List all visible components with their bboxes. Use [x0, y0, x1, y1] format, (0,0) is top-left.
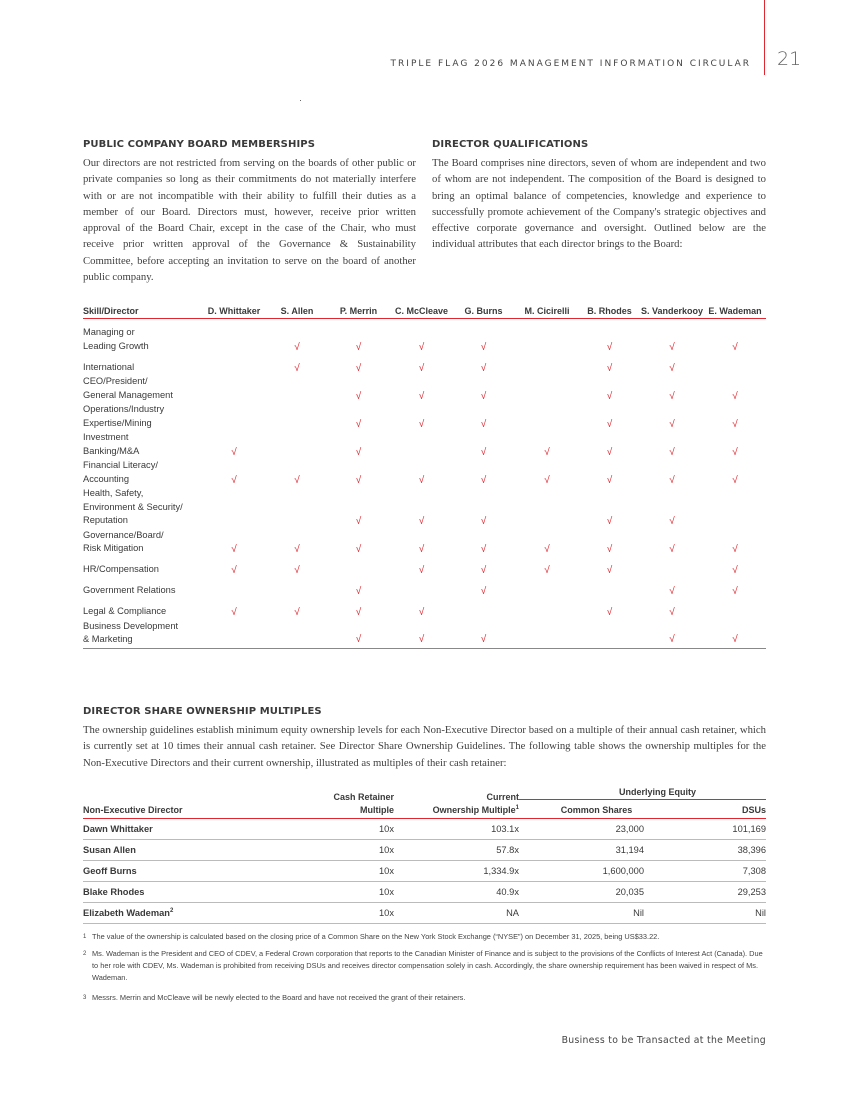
skill-cell — [200, 487, 268, 529]
skill-cell — [579, 431, 640, 459]
check-mark-icon: √ — [355, 586, 362, 597]
skill-cell — [452, 375, 515, 403]
skill-cell — [704, 529, 766, 557]
skill-cell — [640, 375, 704, 403]
share-ownership-heading: DIRECTOR SHARE OWNERSHIP MULTIPLES — [83, 706, 322, 717]
skill-cell — [200, 431, 268, 459]
skill-cell — [268, 487, 326, 529]
skill-cell — [640, 319, 704, 355]
check-mark-icon: √ — [544, 446, 550, 458]
skill-cell — [704, 319, 766, 355]
check-mark-icon: √ — [231, 446, 237, 458]
skill-cell — [515, 319, 579, 355]
check-mark-icon: √ — [294, 341, 300, 353]
skill-name: HR/Compensation — [83, 564, 159, 574]
skill-cell — [452, 557, 515, 578]
check-mark-icon: √ — [732, 418, 738, 430]
director-column-header: E. Wademan — [704, 303, 766, 319]
skill-cell — [515, 459, 579, 487]
skill-row — [83, 529, 766, 557]
check-mark-icon: √ — [544, 565, 550, 576]
skill-cell — [515, 599, 579, 620]
skill-cell — [579, 354, 640, 375]
check-mark-icon: √ — [231, 544, 237, 555]
check-mark-icon: √ — [418, 607, 425, 618]
skill-cell — [452, 459, 515, 487]
check-mark-icon: √ — [294, 474, 300, 486]
common-shares-cell: 23,000 — [519, 819, 644, 840]
skill-cell — [391, 319, 452, 355]
ownership-row — [83, 882, 766, 903]
skill-cell — [326, 599, 391, 620]
skill-cell — [200, 375, 268, 403]
col-dsus: DSUs — [644, 800, 766, 819]
ownership-multiples-table — [83, 786, 766, 924]
director-column-header: M. Cicirelli — [515, 303, 579, 319]
skill-cell — [391, 620, 452, 649]
footnote-3 — [83, 992, 768, 1004]
skills-matrix-corner-label: Skill/Director — [83, 303, 200, 319]
skill-cell — [640, 599, 704, 620]
skill-cell — [704, 403, 766, 431]
footnote-2 — [83, 948, 768, 984]
skill-cell — [326, 620, 391, 649]
skill-cell — [704, 620, 766, 649]
footnote-1-text: The value of the ownership is calculated based on the closing price of a Common Share on the New York Stock Exchange (“NYSE”) on December 31, 2025, being US$33.22. — [92, 932, 660, 941]
cash-retainer-multiple-cell: 10x — [283, 819, 394, 840]
check-mark-icon: √ — [606, 474, 613, 486]
check-mark-icon: √ — [669, 418, 675, 430]
check-mark-icon: √ — [480, 341, 487, 353]
skill-cell — [515, 620, 579, 649]
cash-retainer-multiple-cell: 10x — [283, 882, 394, 903]
footnote-1 — [83, 931, 768, 943]
cash-retainer-multiple-cell: 10x — [283, 903, 394, 924]
header-title: TRIPLE FLAG 2026 MANAGEMENT INFORMATION CIRCULAR — [390, 59, 751, 69]
skill-cell — [452, 487, 515, 529]
check-mark-icon: √ — [544, 544, 550, 555]
skill-cell — [200, 620, 268, 649]
skill-cell — [515, 403, 579, 431]
col-current-line1: Current — [486, 792, 519, 802]
check-mark-icon: √ — [418, 341, 425, 353]
skill-cell — [391, 459, 452, 487]
skill-cell — [391, 529, 452, 557]
ownership-table-body — [83, 819, 766, 924]
check-mark-icon: √ — [480, 516, 487, 527]
check-mark-icon: √ — [480, 474, 487, 486]
check-mark-icon: √ — [294, 544, 300, 555]
skill-cell — [515, 578, 579, 599]
check-mark-icon: √ — [606, 362, 613, 374]
skill-cell — [452, 431, 515, 459]
check-mark-icon: √ — [355, 474, 362, 486]
check-mark-icon: √ — [669, 634, 675, 645]
check-mark-icon: √ — [231, 607, 237, 618]
skill-cell — [391, 403, 452, 431]
skill-row — [83, 599, 766, 620]
check-mark-icon: √ — [294, 607, 300, 618]
footnote-2-text: Ms. Wademan is the President and CEO of CDEV, a Federal Crown corporation that reports to the Canadian Minister of Finance and is subject to the provisions of the Conflicts of Interest Act (Canada). Due to her role with CDEV, Ms. Wademan is prohibited from receiving DSUs and receives director compensation solely in cash. Accordingly, the share ownership requirement has been waived in respect of Ms. Wademan. — [92, 949, 763, 982]
check-mark-icon: √ — [480, 544, 487, 555]
skill-row — [83, 459, 766, 487]
current-ownership-multiple-cell: NA — [394, 903, 519, 924]
check-mark-icon: √ — [606, 341, 613, 353]
skill-name: Business Development & Marketing — [83, 620, 200, 649]
skill-row — [83, 557, 766, 578]
skill-cell — [704, 557, 766, 578]
common-shares-cell: 1,600,000 — [519, 861, 644, 882]
skill-cell — [200, 529, 268, 557]
director-name-cell — [83, 882, 283, 903]
skills-matrix-body — [83, 319, 766, 649]
director-name-cell — [83, 861, 283, 882]
skill-cell — [326, 529, 391, 557]
skill-cell — [579, 599, 640, 620]
page-footer: Business to be Transacted at the Meeting — [561, 1035, 766, 1046]
skill-cell — [515, 557, 579, 578]
check-mark-icon: √ — [294, 362, 300, 374]
director-column-header: D. Whittaker — [200, 303, 268, 319]
skill-cell — [268, 529, 326, 557]
skill-cell — [268, 557, 326, 578]
skill-cell — [200, 459, 268, 487]
col-common-shares: Common Shares — [519, 800, 644, 819]
common-shares-cell: 31,194 — [519, 840, 644, 861]
check-mark-icon: √ — [418, 634, 425, 645]
skill-cell — [200, 578, 268, 599]
col-director: Non-Executive Director — [83, 786, 283, 819]
director-name-cell — [83, 819, 283, 840]
check-mark-icon: √ — [418, 474, 425, 486]
director-column-header: S. Allen — [268, 303, 326, 319]
skill-cell — [391, 487, 452, 529]
check-mark-icon: √ — [480, 586, 487, 597]
skill-cell — [200, 599, 268, 620]
check-mark-icon: √ — [669, 586, 675, 597]
skill-cell — [268, 354, 326, 375]
check-mark-icon: √ — [418, 544, 425, 555]
director-name-cell — [83, 840, 283, 861]
skill-cell — [704, 599, 766, 620]
check-mark-icon: √ — [294, 565, 300, 576]
skill-cell — [640, 529, 704, 557]
skill-cell — [579, 578, 640, 599]
director-qualifications-heading: DIRECTOR QUALIFICATIONS — [432, 139, 589, 150]
check-mark-icon: √ — [480, 362, 487, 374]
skill-cell — [268, 459, 326, 487]
skill-cell — [268, 403, 326, 431]
skill-name: CEO/President/ General Management — [83, 376, 173, 400]
public-boards-heading: PUBLIC COMPANY BOARD MEMBERSHIPS — [83, 139, 316, 150]
skill-cell — [452, 319, 515, 355]
check-mark-icon: √ — [732, 390, 738, 402]
stray-dot — [300, 100, 301, 101]
common-shares-cell: 20,035 — [519, 882, 644, 903]
skill-name: Governance/Board/ Risk Mitigation — [83, 529, 164, 553]
skill-cell — [579, 319, 640, 355]
check-mark-icon: √ — [669, 544, 675, 555]
skill-cell — [200, 557, 268, 578]
check-mark-icon: √ — [669, 390, 675, 402]
dsus-cell: Nil — [644, 903, 766, 924]
skill-cell — [515, 431, 579, 459]
check-mark-icon: √ — [732, 544, 738, 555]
skill-cell — [326, 459, 391, 487]
skill-name: Managing or Leading Growth — [83, 327, 149, 351]
ownership-row — [83, 861, 766, 882]
skill-cell — [640, 487, 704, 529]
check-mark-icon: √ — [231, 565, 237, 576]
skill-cell — [268, 431, 326, 459]
dsus-cell: 101,169 — [644, 819, 766, 840]
check-mark-icon: √ — [732, 634, 738, 645]
director-name: Susan Allen — [83, 845, 136, 855]
col-cash-retainer-multiple — [283, 786, 394, 819]
skill-cell — [515, 375, 579, 403]
skill-cell — [640, 403, 704, 431]
current-ownership-multiple-cell: 40.9x — [394, 882, 519, 903]
skill-cell — [515, 354, 579, 375]
skill-name: Health, Safety, Environment & Security/ Reputation — [83, 488, 183, 525]
skill-cell — [704, 431, 766, 459]
skill-cell — [579, 487, 640, 529]
col-current-line2: Ownership Multiple — [432, 805, 516, 815]
ownership-header-row-top — [83, 786, 766, 800]
skill-cell — [452, 620, 515, 649]
skill-cell — [704, 487, 766, 529]
current-ownership-multiple-cell: 57.8x — [394, 840, 519, 861]
skill-cell — [268, 620, 326, 649]
director-name: Dawn Whittaker — [83, 824, 153, 834]
check-mark-icon: √ — [418, 390, 425, 402]
check-mark-icon: √ — [418, 516, 425, 527]
director-column-header: B. Rhodes — [579, 303, 640, 319]
skill-cell — [200, 354, 268, 375]
dsus-cell: 7,308 — [644, 861, 766, 882]
check-mark-icon: √ — [606, 418, 613, 430]
ownership-row — [83, 903, 766, 924]
check-mark-icon: √ — [606, 390, 613, 402]
skill-cell — [640, 557, 704, 578]
skill-cell — [268, 375, 326, 403]
skill-cell — [452, 354, 515, 375]
skill-cell — [326, 403, 391, 431]
check-mark-icon: √ — [669, 474, 675, 486]
skill-cell — [391, 599, 452, 620]
skill-row — [83, 620, 766, 649]
skill-cell — [200, 319, 268, 355]
check-mark-icon: √ — [732, 446, 738, 458]
skill-cell — [704, 459, 766, 487]
skill-cell — [579, 557, 640, 578]
skill-cell — [268, 578, 326, 599]
skill-cell — [452, 578, 515, 599]
check-mark-icon: √ — [418, 362, 425, 374]
skill-row — [83, 431, 766, 459]
director-name-cell — [83, 903, 283, 924]
page-number: 21 — [777, 48, 802, 70]
skill-row — [83, 319, 766, 355]
share-ownership-body: The ownership guidelines establish minimum equity ownership levels for each Non-Executive Director based on a multiple of their annual cash retainer, which is currently set at 10 times their annual cash retainer. See Director Share Ownership Guidelines. The following table shows the ownership multiples for the Non-Executive Directors and their current ownership, illustrated as multiples of their cash retainer: — [83, 724, 766, 769]
footnote-3-number: 3 — [83, 995, 87, 1001]
check-mark-icon: √ — [480, 418, 487, 430]
dsus-cell: 29,253 — [644, 882, 766, 903]
skill-cell — [640, 620, 704, 649]
skill-row — [83, 354, 766, 375]
skill-row — [83, 375, 766, 403]
ownership-row — [83, 819, 766, 840]
director-name: Elizabeth Wademan — [83, 908, 170, 918]
skill-cell — [326, 578, 391, 599]
director-column-header: P. Merrin — [326, 303, 391, 319]
skill-cell — [515, 487, 579, 529]
check-mark-icon: √ — [355, 516, 362, 527]
footnote-2-number: 2 — [83, 951, 87, 957]
check-mark-icon: √ — [669, 341, 675, 353]
cash-retainer-multiple-cell: 10x — [283, 861, 394, 882]
skill-name: Legal & Compliance — [83, 606, 167, 616]
public-boards-body: Our directors are not restricted from serving on the boards of other public or private companies so long as their commitments do not materially interfere with or are not incompatible with their ability to fulfill their duties as a member of our Board. Directors must, however, receive prior written approval of the Board Chair, except in the case of the Chair, who must receive prior written approval of the Governance & Sustainability Committee, before accepting an invitation to serve on the board of another public company. — [83, 157, 416, 284]
skill-cell — [326, 557, 391, 578]
skill-name: Operations/Industry Expertise/Mining — [83, 404, 165, 428]
skill-cell — [326, 431, 391, 459]
skill-row — [83, 403, 766, 431]
check-mark-icon: √ — [669, 607, 675, 618]
check-mark-icon: √ — [606, 544, 613, 555]
skill-cell — [326, 319, 391, 355]
skill-cell — [326, 354, 391, 375]
check-mark-icon: √ — [606, 446, 613, 458]
col-cash-line2: Multiple — [360, 805, 394, 815]
skill-cell — [326, 487, 391, 529]
check-mark-icon: √ — [418, 565, 425, 576]
skill-cell — [515, 529, 579, 557]
skill-name: Financial Literacy/ Accounting — [83, 460, 158, 484]
skill-cell — [579, 529, 640, 557]
director-name: Blake Rhodes — [83, 887, 145, 897]
skill-cell — [391, 578, 452, 599]
skill-row — [83, 487, 766, 529]
skill-cell — [391, 431, 452, 459]
dsus-cell: 38,396 — [644, 840, 766, 861]
col-cash-line1: Cash Retainer — [333, 792, 394, 802]
check-mark-icon: √ — [418, 418, 425, 430]
current-ownership-multiple-cell: 103.1x — [394, 819, 519, 840]
skill-cell — [640, 459, 704, 487]
skill-cell — [640, 354, 704, 375]
ownership-row — [83, 840, 766, 861]
skill-cell — [640, 578, 704, 599]
skills-matrix-table — [83, 303, 766, 649]
skill-cell — [391, 354, 452, 375]
skill-cell — [452, 599, 515, 620]
skill-cell — [326, 375, 391, 403]
current-ownership-multiple-cell: 1,334.9x — [394, 861, 519, 882]
director-qualifications-body: The Board comprises nine directors, seven of whom are independent and two of whom are not independent. The composition of the Board is designed to bring an optimal balance of competencies, knowledge and experience to successfully promote achievement of the Company's strategic objectives and effective corporate governance and oversight. Outlined below are the individual attributes that each director brings to the Board: — [432, 157, 766, 251]
check-mark-icon: √ — [231, 474, 237, 486]
check-mark-icon: √ — [480, 634, 487, 645]
check-mark-icon: √ — [606, 607, 613, 618]
check-mark-icon: √ — [544, 474, 550, 486]
check-mark-icon: √ — [480, 390, 487, 402]
director-name: Geoff Burns — [83, 866, 137, 876]
skill-name: Investment Banking/M&A — [83, 432, 140, 456]
check-mark-icon: √ — [732, 474, 738, 486]
skill-cell — [452, 403, 515, 431]
check-mark-icon: √ — [355, 634, 362, 645]
skills-matrix-header-row — [83, 303, 766, 319]
skill-cell — [640, 431, 704, 459]
check-mark-icon: √ — [669, 446, 675, 458]
skill-cell — [579, 403, 640, 431]
check-mark-icon: √ — [732, 586, 738, 597]
skill-name: Government Relations — [83, 585, 176, 595]
skill-cell — [579, 620, 640, 649]
check-mark-icon: √ — [669, 362, 675, 374]
skill-cell — [579, 459, 640, 487]
skill-name: International — [83, 361, 135, 372]
check-mark-icon: √ — [606, 516, 613, 527]
check-mark-icon: √ — [355, 418, 362, 430]
col-current-ownership-multiple — [394, 786, 519, 819]
check-mark-icon: √ — [355, 362, 362, 374]
skill-cell — [704, 354, 766, 375]
footnote-1-number: 1 — [83, 934, 87, 940]
common-shares-cell: Nil — [519, 903, 644, 924]
director-column-header: C. McCleave — [391, 303, 452, 319]
footnote-ref: 2 — [169, 907, 174, 914]
check-mark-icon: √ — [606, 565, 613, 576]
skill-cell — [200, 403, 268, 431]
director-column-header: S. Vanderkooy — [640, 303, 704, 319]
check-mark-icon: √ — [355, 341, 362, 353]
col-underlying-equity: Underlying Equity — [519, 786, 766, 800]
director-column-header: G. Burns — [452, 303, 515, 319]
skill-cell — [391, 375, 452, 403]
skill-cell — [268, 599, 326, 620]
check-mark-icon: √ — [355, 390, 362, 402]
header-red-rule — [764, 0, 765, 75]
skill-cell — [391, 557, 452, 578]
check-mark-icon: √ — [732, 565, 738, 576]
skill-row — [83, 578, 766, 599]
skill-cell — [579, 375, 640, 403]
check-mark-icon: √ — [355, 544, 362, 555]
check-mark-icon: √ — [732, 341, 738, 353]
col-current-footnote-ref: 1 — [515, 805, 519, 811]
skill-cell — [452, 529, 515, 557]
check-mark-icon: √ — [480, 565, 487, 576]
skill-cell — [268, 319, 326, 355]
cash-retainer-multiple-cell: 10x — [283, 840, 394, 861]
check-mark-icon: √ — [355, 607, 362, 618]
skill-cell — [704, 375, 766, 403]
footnote-3-text: Messrs. Merrin and McCleave will be newly elected to the Board and have not received the grant of their retainers. — [92, 993, 466, 1002]
check-mark-icon: √ — [355, 446, 362, 458]
check-mark-icon: √ — [669, 516, 675, 527]
skill-cell — [704, 578, 766, 599]
check-mark-icon: √ — [480, 446, 487, 458]
